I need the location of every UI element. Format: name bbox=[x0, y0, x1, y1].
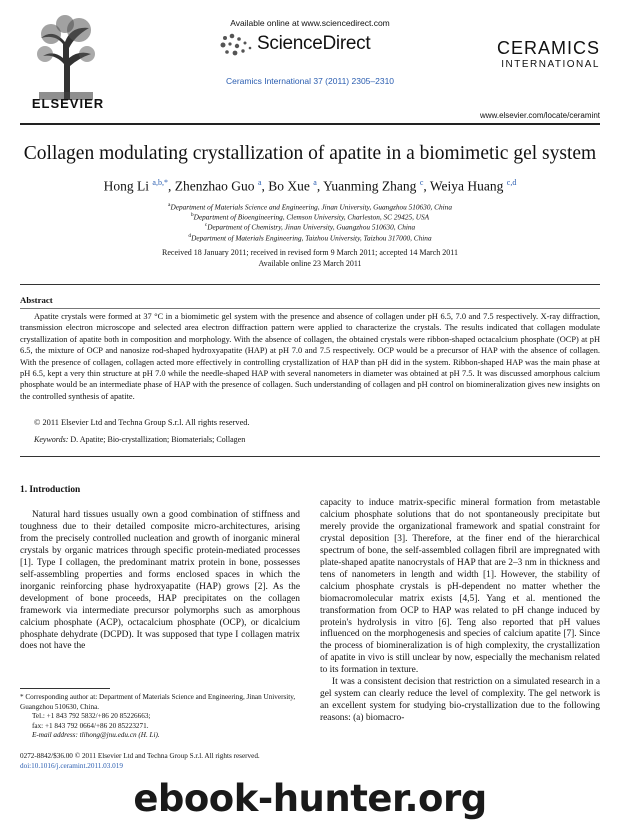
author-separator: , bbox=[423, 178, 430, 194]
sciencedirect-wordmark: ScienceDirect bbox=[257, 33, 371, 54]
author-name: Yuanming Zhang bbox=[323, 178, 417, 194]
author-name: Bo Xue bbox=[268, 178, 310, 194]
corresponding-author-footnote bbox=[20, 693, 310, 741]
affiliation-text: Department of Materials Science and Engineering, Jinan University, Guangzhou 510630, China bbox=[170, 202, 452, 212]
keywords-label: Keywords: bbox=[34, 435, 69, 444]
divider bbox=[20, 308, 600, 309]
journal-reference-link[interactable]: Ceramics International 37 (2011) 2305–2310 bbox=[225, 76, 395, 86]
affiliation-marker: c bbox=[204, 222, 208, 229]
affiliation bbox=[20, 222, 600, 231]
author-separator: , bbox=[261, 178, 269, 194]
affiliation bbox=[20, 202, 600, 211]
publisher-name: ELSEVIER bbox=[31, 96, 105, 111]
keywords bbox=[34, 435, 245, 444]
author-name: Hong Li bbox=[103, 178, 150, 194]
left-column bbox=[20, 510, 300, 653]
abstract-text: Apatite crystals were formed at 37 °C in a biomimetic gel system with the presence and absence of collagen under pH 6.5, 7.0 and 7.5 respectively. X-ray diffraction, transmission electron microscope and selected area electron diffraction pattern were applied to characterize the crystals. The results indicated that collagen modulate crystallization of apatite both in composition and morphology. With the absence of collagen, the obtained crystals were ribbon-shaped octacalcium phosphate (OCP) at pH 6.5, the mixture of OCP and nanosize rod-shaped hydroxyapatite (HAP) at pH 7.0 and 7.5 respectively. OCP would be a precursor of HAP with the absence of collagen. With the presence of collagen, collagen acted more effectively in controlling crystallization of HAP than pH did in the system. Ribbon-shaped HAP was the main phase at pH 6.5, kept a very thin structure at pH 7.0 while the needle-shaped HAP with several nanometers in diameter was obtained at pH 7.5. It was discussed amorphous calcium phosphate would be an intermediate phase of HAP with the presence of collagen. Such understanding of collagen and pH control on biomineralization gives new insights on the controlled synthesis of apatite. bbox=[20, 312, 600, 401]
section-heading: 1. Introduction bbox=[20, 485, 81, 495]
footnote-line: * Corresponding author at: Department of Materials Science and Engineering, Jinan University, Guangzhou 510630, China. bbox=[20, 693, 296, 711]
author-affiliation-marker[interactable]: a,b,* bbox=[152, 178, 168, 187]
issn-doi-block bbox=[20, 752, 320, 771]
affiliation-text: Department of Materials Engineering, Taizhou University, Taizhou 317000, China bbox=[191, 233, 432, 243]
available-online-date: Available online 23 March 2011 bbox=[258, 259, 362, 268]
article-title: Collagen modulating crystallization of apatite in a biomimetic gel system bbox=[23, 143, 597, 164]
affiliation-marker: a bbox=[168, 202, 171, 208]
affiliation-text: Department of Chemistry, Jinan University, Guangzhou 510630, China bbox=[207, 222, 416, 232]
affiliation bbox=[20, 212, 600, 221]
author-affiliation-marker[interactable]: a bbox=[313, 178, 317, 187]
affiliation-text: Department of Bioengineering, Clemson University, Charleston, SC 29425, USA bbox=[193, 212, 430, 222]
abstract-heading: Abstract bbox=[20, 295, 53, 305]
elsevier-tree-logo bbox=[35, 14, 97, 100]
journal-name-line2: INTERNATIONAL bbox=[501, 59, 600, 70]
doi-link[interactable]: doi:10.1016/j.ceramint.2011.03.019 bbox=[20, 761, 123, 770]
author-name: Zhenzhao Guo bbox=[174, 178, 255, 194]
header-divider bbox=[20, 123, 600, 125]
author-separator: , bbox=[316, 178, 324, 194]
footnote-line: fax: +1 843 792 0664/+86 20 85223271. bbox=[32, 721, 149, 730]
body-paragraph: Natural hard tissues usually own a good combination of stiffness and toughness due to their detailed composite micro-architectures, arising from the precisely controlled nucleation and growth of inorganic mineral crystals by organic matrices through specific protein-mediated processes [1]. Type I collagen, the predominant matrix protein in bone, possesses self-assembling properties and forms enclosed spaces in which the inorganic reinforcing phase hydroxyapatite (HAP) grows [2]. As the development of bone proceeds, HAP precipitates on the collagen framework via intermediate precursor polymorphs such as amorphous calcium phosphate (ACP), octacalcium phosphate (OCP), or dicalcium phosphate dehydrate (DCPD). It was supposed that type I collagen matrix does not have the bbox=[20, 510, 300, 652]
journal-url[interactable]: www.elsevier.com/locate/ceramint bbox=[479, 111, 600, 120]
keywords-list: D. Apatite; Bio-crystallization; Biomaterials; Collagen bbox=[68, 435, 246, 444]
affiliation bbox=[20, 233, 600, 242]
author-name: Weiya Huang bbox=[429, 178, 504, 194]
watermark: ebook-hunter.org bbox=[133, 777, 487, 820]
author-affiliation-marker[interactable]: c bbox=[419, 178, 424, 187]
affiliation-marker: b bbox=[190, 212, 194, 219]
issn-line: 0272-8842/$36.00 © 2011 Elsevier Ltd and Techna Group S.r.l. All rights reserved. bbox=[20, 752, 260, 760]
divider bbox=[20, 284, 600, 285]
author-separator: , bbox=[167, 178, 175, 194]
abstract-copyright: © 2011 Elsevier Ltd and Techna Group S.r.l. All rights reserved. bbox=[34, 418, 250, 427]
available-online-text: Available online at www.sciencedirect.com bbox=[230, 18, 390, 28]
author-affiliation-marker[interactable]: c,d bbox=[506, 178, 517, 187]
footnote-divider bbox=[20, 688, 110, 689]
right-column bbox=[320, 498, 600, 725]
author-list bbox=[20, 178, 600, 195]
affiliation-marker: d bbox=[188, 232, 192, 239]
divider bbox=[20, 456, 600, 457]
received-dates: Received 18 January 2011; received in revised form 9 March 2011; accepted 14 March 2011 bbox=[162, 248, 458, 257]
footnote-line[interactable]: E-mail address: tlihong@jnu.edu.cn (H. Li). bbox=[32, 731, 160, 739]
body-paragraph: It was a consistent decision that restriction on a simulated research in a gel system can clearly reduce the level of complexity. The gel network is an excellent system for studying bio-crystallization due to the following reasons: (a) biomacro- bbox=[320, 677, 600, 724]
journal-name-line1: CERAMICS bbox=[496, 38, 600, 58]
body-paragraph: capacity to induce matrix-specific mineral formation from metastable calcium phosphate solutions that do not spontaneously precipitate but merely provide the organizational framework and spatial constraint for crystal deposition [3]. Therefore, at the finer end of the hierarchical spectrum of bone, the self-assembled collagen fibril are impregnated with plate-shaped apatite nanocrystals of HAP that are 2–3 nm in thickness and tens of nanometers in length and width [1]. However, the stability of calcium phosphate crystals is pH-dependent no matter whether the biomacromolecular matrix exists [4,5]. Yang et al. mentioned the transformation from OCP to HAP was related to pH change induced by protein's hydrolysis in vitro [6]. Teng also reported that pH values influenced on the morphogenesis and species of calcium apatite [7]. Since the process of biomineralization is of high complexity, the crystallization of apatite in vivo is still unclear by now, especially the mechanism related to its formation in texture. bbox=[320, 498, 600, 676]
footnote-line: Tel.: +1 843 792 5832/+86 20 85226663; bbox=[32, 712, 151, 720]
author-affiliation-marker[interactable]: a bbox=[257, 178, 262, 187]
